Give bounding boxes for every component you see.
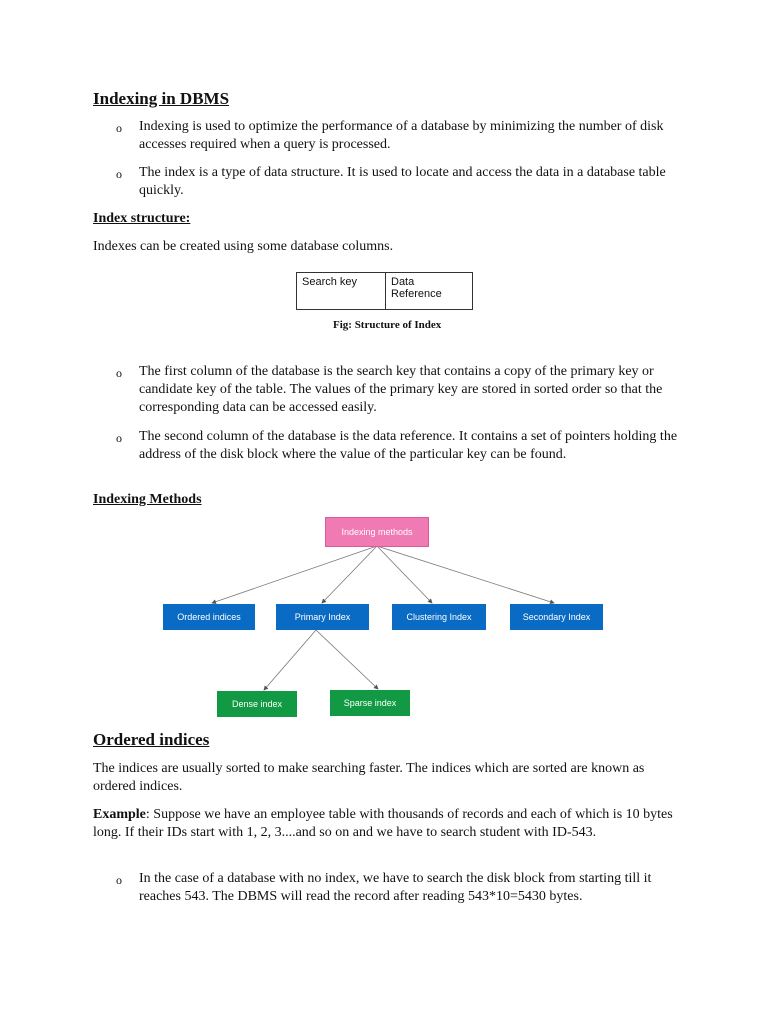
bullet-marker: o [116,873,122,887]
bullet-marker: o [116,431,122,445]
intro-bullet-2: The index is a type of data structure. It is used to locate and access the data in a database table quickly. [139,165,666,198]
column-bullet-2: The second column of the database is the data reference. It contains a set of pointers holding the address of the disk block where the value of the particular key can be found. [139,429,678,462]
search-key-cell: Search key [297,273,386,310]
connector-ordered [212,546,377,603]
ordered-bullet: In the case of a database with no index, we have to search the disk block from starting till it reaches 543. The DBMS will read the record after reading 543*10=5430 bytes. [139,871,652,904]
diagram-node-primary: Primary Index [276,604,369,630]
diagram-node-dense: Dense index [217,691,297,717]
diagram-node-sparse: Sparse index [330,690,410,716]
index-structure-text: Indexes can be created using some database columns. [93,239,394,254]
connector-secondary [377,546,554,603]
example-label: Example [93,807,146,822]
ordered-indices-heading: Ordered indices [93,730,210,749]
index-structure-heading: Index structure: [93,211,191,226]
page-title: Indexing in DBMS [93,89,230,108]
bullet-marker: o [116,167,122,181]
data-reference-line2: Reference [391,288,442,300]
diagram-root-node: Indexing methods [325,517,429,547]
example-text: : Suppose we have an employee table with thousands of records and each of which is 10 bytes long. If their IDs start with 1, 2, 3....and so on and we have to search student with ID-543. [93,807,673,840]
connector-sparse [316,630,378,689]
bullet-marker: o [116,121,122,135]
data-reference-line1: Data [391,276,415,288]
indexing-methods-heading: Indexing Methods [93,492,202,507]
example-paragraph [93,806,673,842]
diagram-node-ordered: Ordered indices [163,604,255,630]
bullet-marker: o [116,366,122,380]
connector-dense [264,630,316,690]
diagram-node-clustering: Clustering Index [392,604,486,630]
column-bullet-1: The first column of the database is the search key that contains a copy of the primary key or candidate key of the table. The values of the primary key are stored in sorted order so that the corresponding data can be accessed easily. [139,364,663,415]
ordered-indices-text: The indices are usually sorted to make searching faster. The indices which are sorted are known as ordered indices. [93,761,645,794]
intro-bullet-1: Indexing is used to optimize the performance of a database by minimizing the number of disk accesses required when a query is processed. [139,119,664,152]
diagram-node-secondary: Secondary Index [510,604,603,630]
figure-caption: Fig: Structure of Index [333,319,442,331]
connector-primary [322,546,377,603]
